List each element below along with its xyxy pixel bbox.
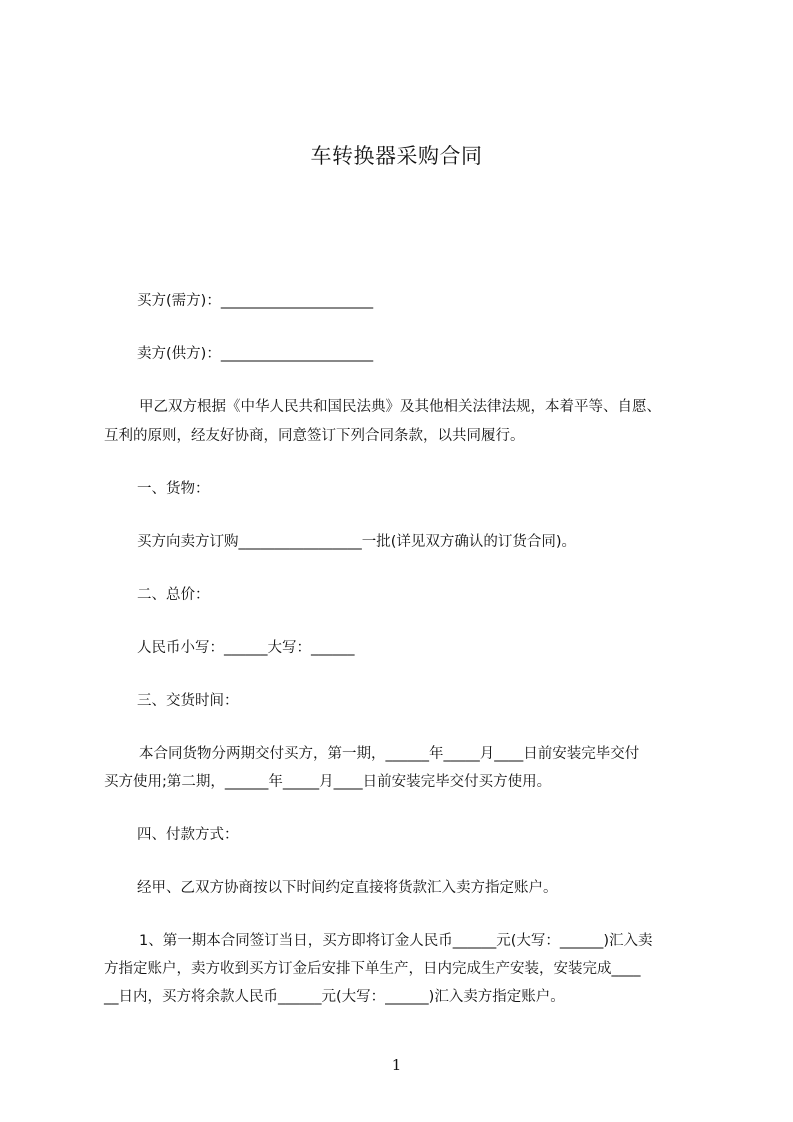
section-1-heading: 一、货物： (137, 481, 210, 497)
seller-line: 卖方(供方)：_____________________ (137, 346, 374, 362)
intro-line-1: 甲乙双方根据《中华人民共和国民法典》及其他相关法律法规，本着平等、自愿、 (139, 399, 661, 415)
intro-line-2: 互利的原则，经友好协商，同意签订下列合同条款，以共同履行。 (104, 428, 525, 444)
page-number: 1 (391, 1056, 402, 1074)
section-3-line-1: 本合同货物分两期交付买方，第一期，______年_____月____日前安装完毕交付 (139, 746, 640, 762)
section-3-heading: 三、交货时间： (137, 693, 239, 709)
section-2-heading: 二、总价： (137, 587, 210, 603)
section-3-line-2: 买方使用;第二期，______年_____月____日前安装完毕交付买方使用。 (104, 774, 552, 790)
section-1-body: 买方向卖方订购_________________一批(详见双方确认的订货合同)。 (137, 534, 577, 550)
section-4-item-1-line-3: __日内，买方将余款人民币______元(大写：______)汇入卖方指定账户。 (104, 989, 565, 1005)
section-2-body: 人民币小写：______大写：______ (137, 640, 355, 656)
document-title: 车转换器采购合同 (310, 144, 483, 168)
section-4-intro: 经甲、乙双方协商按以下时间约定直接将货款汇入卖方指定账户。 (137, 880, 558, 896)
section-4-heading: 四、付款方式： (137, 827, 239, 843)
section-4-item-1-line-2: 方指定账户，卖方收到买方订金后安排下单生产，日内完成生产安装，安装完成____ (104, 961, 641, 977)
section-4-item-1-line-1: 1、第一期本合同签订当日，买方即将订金人民币______元(大写：______)汇入卖 (139, 933, 653, 949)
buyer-line: 买方(需方)：_____________________ (137, 293, 374, 309)
